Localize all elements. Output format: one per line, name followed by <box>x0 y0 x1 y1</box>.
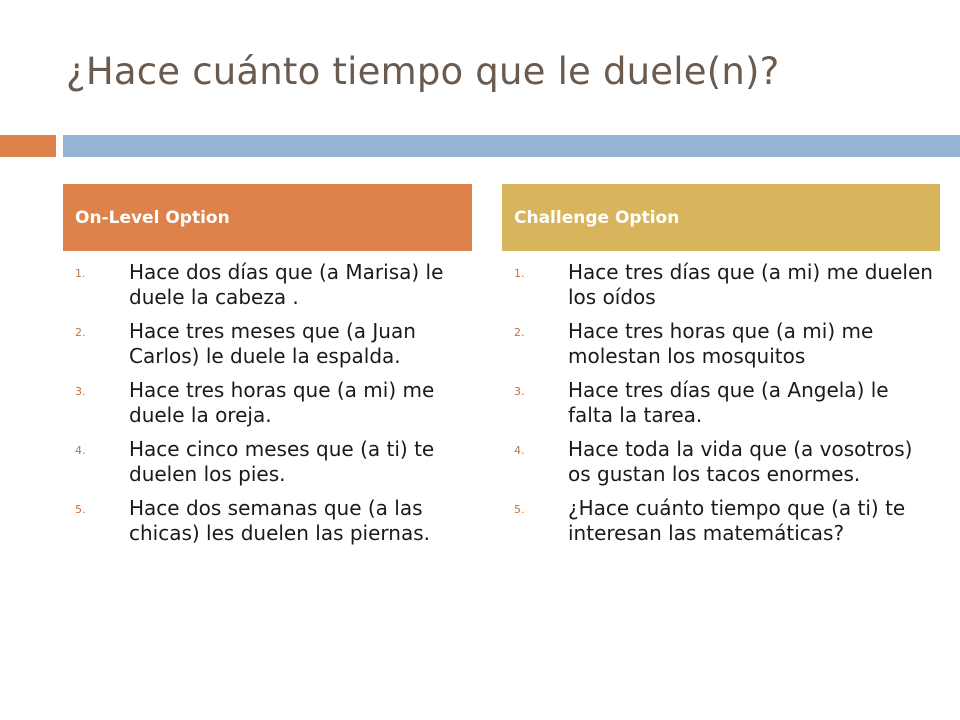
list-item <box>75 378 465 428</box>
list-item <box>514 378 934 428</box>
list-item-text: Hace cinco meses que (a ti) te duelen los pies. <box>129 437 435 486</box>
challenge-list <box>514 260 934 555</box>
list-item-number: 2. <box>75 326 86 339</box>
on-level-list <box>75 260 465 555</box>
slide-title: ¿Hace cuánto tiempo que le duele(n)? <box>66 50 780 93</box>
list-item <box>514 496 934 546</box>
list-item <box>514 437 934 487</box>
list-item-text: Hace tres horas que (a mi) me molestan los mosquitos <box>568 319 874 368</box>
list-item-text: Hace tres días que (a Angela) le falta la tarea. <box>568 378 889 427</box>
list-item <box>75 496 465 546</box>
list-item-text: Hace tres horas que (a mi) me duele la oreja. <box>129 378 435 427</box>
list-item-number: 5. <box>75 503 86 516</box>
list-item <box>75 437 465 487</box>
list-item-number: 2. <box>514 326 525 339</box>
accent-bar-blue <box>63 135 960 157</box>
list-item <box>514 319 934 369</box>
list-item-text: Hace toda la vida que (a vosotros) os gustan los tacos enormes. <box>568 437 913 486</box>
challenge-header-label: Challenge Option <box>514 207 680 228</box>
list-item-number: 3. <box>75 385 86 398</box>
list-item-text: ¿Hace cuánto tiempo que (a ti) te interesan las matemáticas? <box>568 496 906 545</box>
on-level-header <box>63 184 472 251</box>
list-item-number: 1. <box>514 267 525 280</box>
list-item-text: Hace dos semanas que (a las chicas) les duelen las piernas. <box>129 496 430 545</box>
list-item-number: 5. <box>514 503 525 516</box>
accent-bar-orange <box>0 135 56 157</box>
list-item-number: 3. <box>514 385 525 398</box>
list-item-text: Hace tres meses que (a Juan Carlos) le duele la espalda. <box>129 319 416 368</box>
list-item-number: 4. <box>514 444 525 457</box>
list-item <box>514 260 934 310</box>
list-item <box>75 260 465 310</box>
list-item-text: Hace tres días que (a mi) me duelen los oídos <box>568 260 933 309</box>
list-item-text: Hace dos días que (a Marisa) le duele la cabeza . <box>129 260 444 309</box>
challenge-header <box>502 184 940 251</box>
list-item <box>75 319 465 369</box>
list-item-number: 1. <box>75 267 86 280</box>
on-level-header-label: On-Level Option <box>75 207 230 228</box>
list-item-number: 4. <box>75 444 86 457</box>
